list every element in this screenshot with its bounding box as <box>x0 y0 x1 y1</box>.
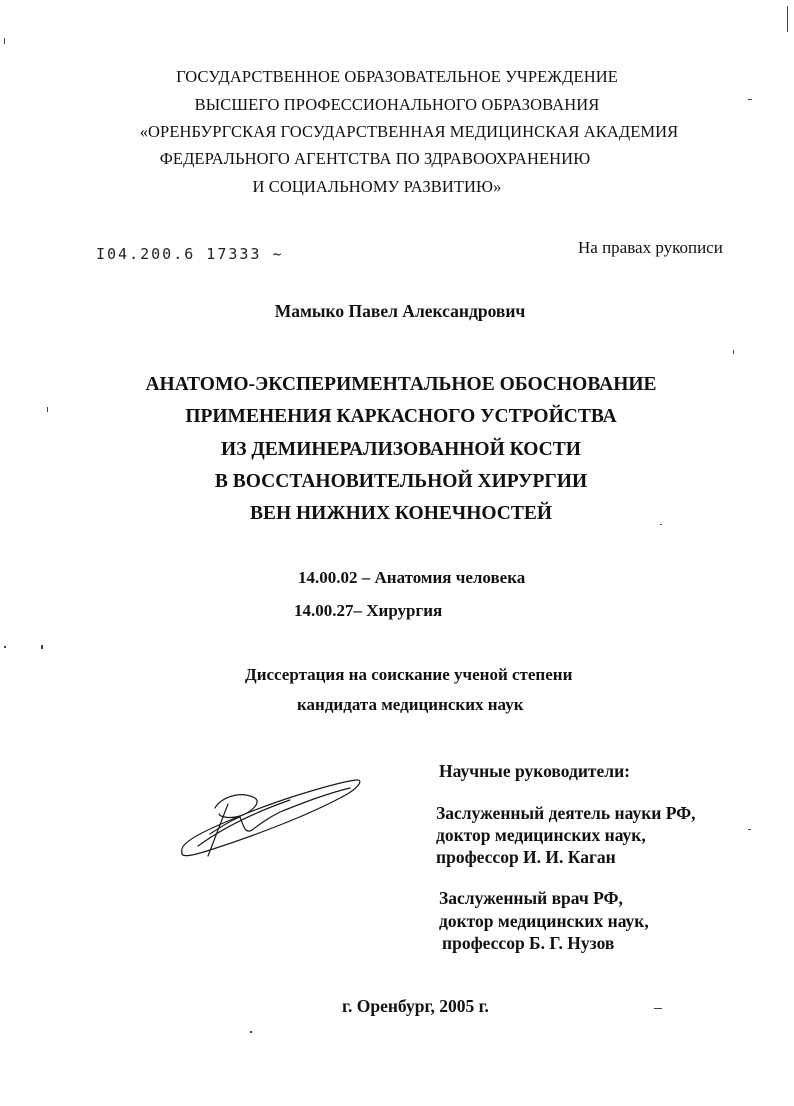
specialty-anatomy: 14.00.02 – Анатомия человека <box>298 568 526 587</box>
scan-speck <box>787 6 788 32</box>
institution-line-2: ВЫСШЕГО ПРОФЕССИОНАЛЬНОГО ОБРАЗОВАНИЯ <box>194 95 600 114</box>
institution-line-1: ГОСУДАРСТВЕННОЕ ОБРАЗОВАТЕЛЬНОЕ УЧРЕЖДЕНИЕ <box>176 67 618 86</box>
supervisor-2-line-2: доктор медицинских наук, <box>439 911 649 931</box>
archive-stamp: I04.200.6 17333 ~ <box>96 245 284 263</box>
scan-speck <box>41 645 43 649</box>
title-line-4: В ВОССТАНОВИТЕЛЬНОЙ ХИРУРГИИ <box>214 471 588 492</box>
supervisor-1-line-3: профессор И. И. Каган <box>436 847 616 867</box>
author-name: Мамыко Павел Александрович <box>274 301 526 321</box>
scan-speck <box>250 1031 252 1033</box>
supervisor-2-line-3: профессор Б. Г. Нузов <box>442 933 615 953</box>
title-line-2: ПРИМЕНЕНИЯ КАРКАСНОГО УСТРОЙСТВА <box>185 406 617 427</box>
supervisor-1-line-1: Заслуженный деятель науки РФ, <box>436 803 696 823</box>
scan-speck <box>4 38 5 44</box>
scan-speck <box>47 407 48 412</box>
institution-line-5: И СОЦИАЛЬНОМУ РАЗВИТИЮ» <box>252 177 502 196</box>
supervisors-heading: Научные руководители: <box>439 761 631 781</box>
title-line-3: ИЗ ДЕМИНЕРАЛИЗОВАННОЙ КОСТИ <box>221 439 581 460</box>
institution-line-3: «ОРЕНБУРГСКАЯ ГОСУДАРСТВЕННАЯ МЕДИЦИНСКАЯ АКАДЕМИЯ <box>139 122 679 141</box>
scan-speck <box>654 1008 662 1009</box>
degree-line-2: кандидата медицинских наук <box>297 695 524 714</box>
signature-image <box>170 768 370 863</box>
manuscript-rights: На правах рукописи <box>578 238 723 257</box>
place-year: г. Оренбург, 2005 г. <box>342 996 489 1016</box>
scan-speck <box>4 646 6 648</box>
specialty-surgery: 14.00.27– Хирургия <box>294 601 443 620</box>
degree-line-1: Диссертация на соискание ученой степени <box>245 665 573 684</box>
scan-speck <box>733 350 734 354</box>
supervisor-2-line-1: Заслуженный врач РФ, <box>439 888 623 908</box>
title-line-1: АНАТОМО-ЭКСПЕРИМЕНТАЛЬНОЕ ОБОСНОВАНИЕ <box>145 374 657 395</box>
institution-line-4: ФЕДЕРАЛЬНОГО АГЕНТСТВА ПО ЗДРАВООХРАНЕНИЮ <box>159 149 591 168</box>
title-line-5: ВЕН НИЖНИХ КОНЕЧНОСТЕЙ <box>249 503 553 524</box>
scan-speck <box>660 524 662 525</box>
scan-speck <box>748 99 752 100</box>
supervisor-1-line-2: доктор медицинских наук, <box>436 825 646 845</box>
scan-speck <box>748 829 751 830</box>
